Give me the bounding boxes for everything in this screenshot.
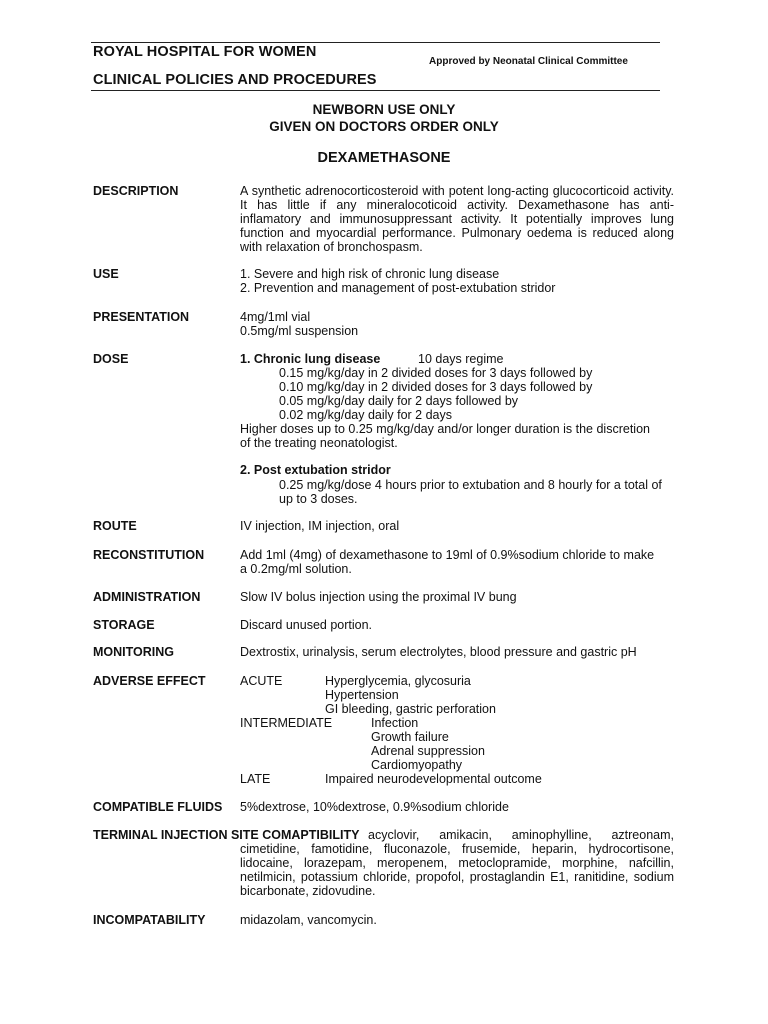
adverse-effect-label: ADVERSE EFFECT <box>93 674 206 688</box>
storage-label: STORAGE <box>93 618 155 632</box>
incompatability-text: midazolam, vancomycin. <box>240 913 377 927</box>
adverse-late-label: LATE <box>240 772 271 786</box>
hospital-name: ROYAL HOSPITAL FOR WOMEN <box>93 44 317 60</box>
incompatability-label: INCOMPATABILITY <box>93 913 206 927</box>
terminal-compatibility-line1: acyclovir, amikacin, aminophylline, aztreonam, <box>368 828 674 842</box>
reconstitution-text: Add 1ml (4mg) of dexamethasone to 19ml of 0.9%sodium chloride to make <box>240 548 655 562</box>
dose-line: 0.02 mg/kg/day daily for 2 days <box>279 408 453 422</box>
adverse-acute-item: Hypertension <box>325 688 399 702</box>
dose-label: DOSE <box>93 352 129 366</box>
dose-section1-title: 1. Chronic lung disease <box>240 352 381 366</box>
terminal-compatibility-label: TERMINAL INJECTION SITE COMAPTIBILITY <box>93 828 360 842</box>
description-text: A synthetic adrenocorticosteroid with potent long-acting glucocorticoid activity. It has little if any mineralocoticoid activity. Dexamethasone has anti-inflamatory and immunosuppressant activity. It potentially improves lung function and myocardial performance. Pulmonary oedema is reduced along with relaxation of bronchospasm. <box>240 184 674 254</box>
use-item-2: 2. Prevention and management of post-extubation stridor <box>240 281 556 295</box>
adverse-intermediate-item: Cardiomyopathy <box>371 758 463 772</box>
adverse-intermediate-item: Growth failure <box>371 730 449 744</box>
administration-label: ADMINISTRATION <box>93 590 201 604</box>
presentation-label: PRESENTATION <box>93 310 190 324</box>
monitoring-label: MONITORING <box>93 645 175 659</box>
header-bottom-rule <box>91 90 660 91</box>
adverse-late-item: Impaired neurodevelopmental outcome <box>325 772 542 786</box>
dose-line: 0.25 mg/kg/dose 4 hours prior to extubation and 8 hourly for a total of <box>279 478 662 492</box>
adverse-acute-item: Hyperglycemia, glycosuria <box>325 674 471 688</box>
notice-line-2: GIVEN ON DOCTORS ORDER ONLY <box>269 119 499 134</box>
presentation-item-2: 0.5mg/ml suspension <box>240 324 359 338</box>
dose-line: 0.15 mg/kg/day in 2 divided doses for 3 days followed by <box>279 366 593 380</box>
reconstitution-text: a 0.2mg/ml solution. <box>240 562 352 576</box>
header-top-rule <box>91 42 660 43</box>
compatible-fluids-text: 5%dextrose, 10%dextrose, 0.9%sodium chloride <box>240 800 509 814</box>
presentation-item-1: 4mg/1ml vial <box>240 310 311 324</box>
dose-section1-regime: 10 days regime <box>418 352 504 366</box>
adverse-intermediate-item: Infection <box>371 716 419 730</box>
description-label: DESCRIPTION <box>93 184 179 198</box>
terminal-compatibility-text: cimetidine, famotidine, fluconazole, frusemide, heparin, hydrocortisone, lidocaine, lorazepam, meropenem, metoclopramide, morphine, nafcillin, netilmicin, potassium chloride, propofol, prostaglandin E1, ranitidine, sodium bicarbonate, zidovudine. <box>240 842 674 898</box>
adverse-intermediate-item: Adrenal suppression <box>371 744 485 758</box>
monitoring-text: Dextrostix, urinalysis, serum electrolytes, blood pressure and gastric pH <box>240 645 637 659</box>
dose-higher-note: of the treating neonatologist. <box>240 436 398 450</box>
adverse-acute-item: GI bleeding, gastric perforation <box>325 702 496 716</box>
use-item-1: 1. Severe and high risk of chronic lung disease <box>240 267 500 281</box>
route-label: ROUTE <box>93 519 137 533</box>
route-text: IV injection, IM injection, oral <box>240 519 400 533</box>
dose-line: 0.05 mg/kg/day daily for 2 days followed by <box>279 394 519 408</box>
use-label: USE <box>93 267 119 281</box>
drug-title: DEXAMETHASONE <box>317 150 451 166</box>
compatible-fluids-label: COMPATIBLE FLUIDS <box>93 800 223 814</box>
approval-note: Approved by Neonatal Clinical Committee <box>429 56 628 67</box>
dose-line: up to 3 doses. <box>279 492 358 506</box>
dose-higher-note: Higher doses up to 0.25 mg/kg/day and/or longer duration is the discretion <box>240 422 650 436</box>
dose-line: 0.10 mg/kg/day in 2 divided doses for 3 days followed by <box>279 380 593 394</box>
notice-line-1: NEWBORN USE ONLY <box>312 102 456 117</box>
storage-text: Discard unused portion. <box>240 618 373 632</box>
adverse-acute-label: ACUTE <box>240 674 283 688</box>
department-title: CLINICAL POLICIES AND PROCEDURES <box>93 72 377 88</box>
reconstitution-label: RECONSTITUTION <box>93 548 205 562</box>
administration-text: Slow IV bolus injection using the proximal IV bung <box>240 590 517 604</box>
adverse-intermediate-label: INTERMEDIATE <box>240 716 333 730</box>
dose-section2-title: 2. Post extubation stridor <box>240 463 391 477</box>
